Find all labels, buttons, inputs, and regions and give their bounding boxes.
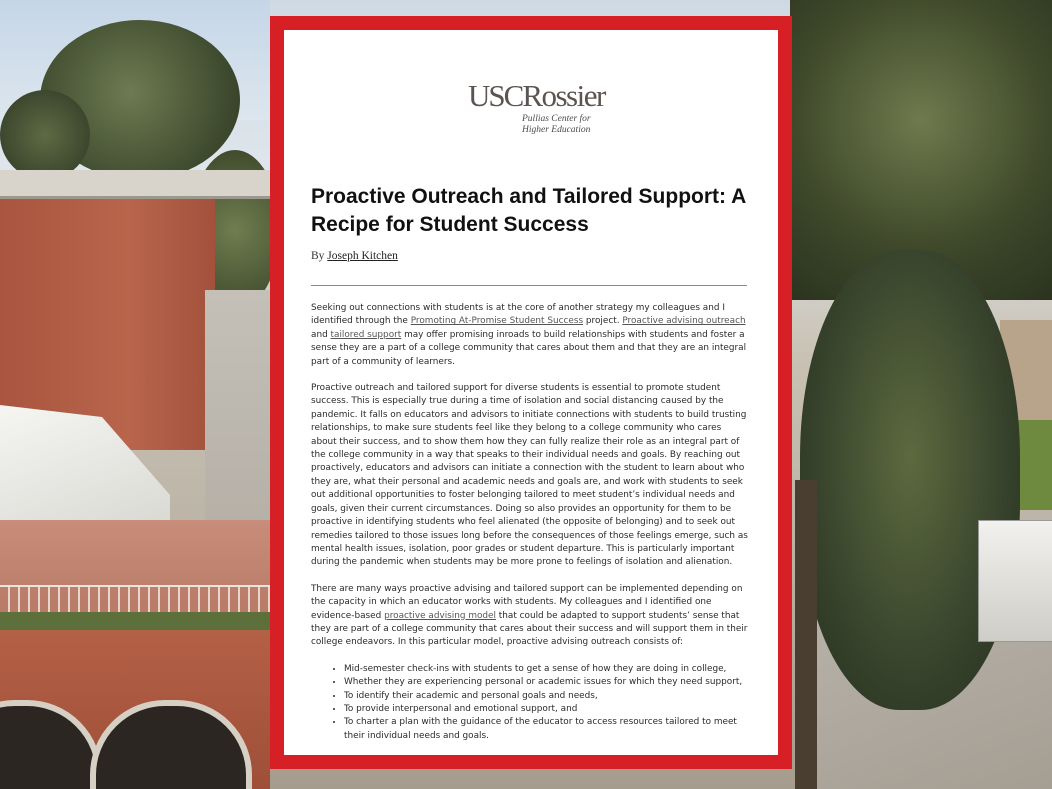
tree (0, 90, 90, 180)
promoting-at-promise-link[interactable]: Promoting At-Promise Student Success (410, 316, 584, 327)
proactive-advising-outreach-link[interactable]: Proactive advising outreach (622, 316, 746, 327)
tree-trunk (795, 480, 817, 789)
paragraph-1 (311, 302, 749, 369)
text: may offer promising inroads to build relationships with students and foster a sense they are a part of a college community that cares about them and that they are an integral part of a community of learners. (311, 329, 747, 367)
logo-sub-line2: Higher Education (522, 125, 591, 135)
paragraph-2: Proactive outreach and tailored support for diverse students is essential to promote student success. This is especially true during a time of isolation and social distancing caused by the pandemic. It falls on educators and advisors to initiate connections with students to build trusting relationships, to make sure students feel like they belong to a college community who cares about their success, and to show them how they can fully realize their role as an integral part of the college community in a way that speaks to their individual needs and goals. By reaching out proactively, educators and advisors can initiate a connection with the student to learn about who they are, what their personal and academic needs and goals are, and work with students to seek out additional opportunities to foster belonging tailored to meet student’s individual needs and goals, given their current circumstances. Doing so also provides an opportunity for them to be proactive in identifying students who feel alienated (the opposite of belonging) and to seek out remedies tailored to those issues long before the consequences of those feelings emerge, such as mental health issues, isolation, poor grades or student departure. This is particularly important during the pandemic when students may be more prone to feelings of isolation and alienation. (311, 383, 748, 568)
logo-wordmark (468, 80, 628, 111)
text: project. (583, 316, 623, 327)
byline (311, 250, 398, 262)
text: that could be adapted to support students’ sense that they are part of a college community that cares about their success and will support them in their college endeavors. In this particular model, proactive advising outreach consists of: (311, 610, 748, 648)
proactive-advising-model-link[interactable]: proactive advising model (384, 610, 496, 621)
list-item: • Mid-semester check-ins with students to get a sense of how they are doing in college, (344, 663, 749, 676)
article-body (311, 302, 749, 743)
list-item: • Whether they are experiencing personal or academic issues for which they need support, (344, 676, 749, 689)
trailer (978, 520, 1052, 642)
paragraph-3 (311, 583, 749, 650)
text: Seeking out connections with students is at the core of another strategy my colleagues and I identified through the (311, 303, 725, 327)
article-title: Proactive Outreach and Tailored Support: A Recipe for Student Success (311, 185, 746, 236)
building-roof (0, 170, 270, 199)
outreach-list (311, 663, 749, 743)
list-item: • To provide interpersonal and emotional support, and (344, 703, 749, 716)
tailored-support-link[interactable]: tailored support (330, 329, 402, 340)
byline-prefix: By (311, 250, 325, 262)
list-item: • To charter a plan with the guidance of the educator to access resources tailored to meet their individual needs and goals. (344, 716, 749, 743)
logo-rossier: Rossier (522, 78, 605, 113)
text: and (311, 329, 331, 340)
divider (311, 285, 747, 286)
article-page (284, 30, 778, 755)
red-frame (270, 16, 792, 769)
hedge (0, 612, 270, 632)
logo-subtitle (522, 114, 628, 136)
logo-usc: USC (468, 78, 523, 113)
text: There are many ways proactive advising and tailored support can be implemented depending on the capacity in which an educator works with students. My colleagues and I identified one evidence-based (311, 583, 743, 621)
usc-rossier-logo (468, 80, 628, 144)
logo-sub-line1: Pullias Center for (522, 114, 591, 124)
list-item: • To identify their academic and personal goals and needs, (344, 690, 749, 703)
author-link[interactable]: Joseph Kitchen (327, 250, 398, 262)
